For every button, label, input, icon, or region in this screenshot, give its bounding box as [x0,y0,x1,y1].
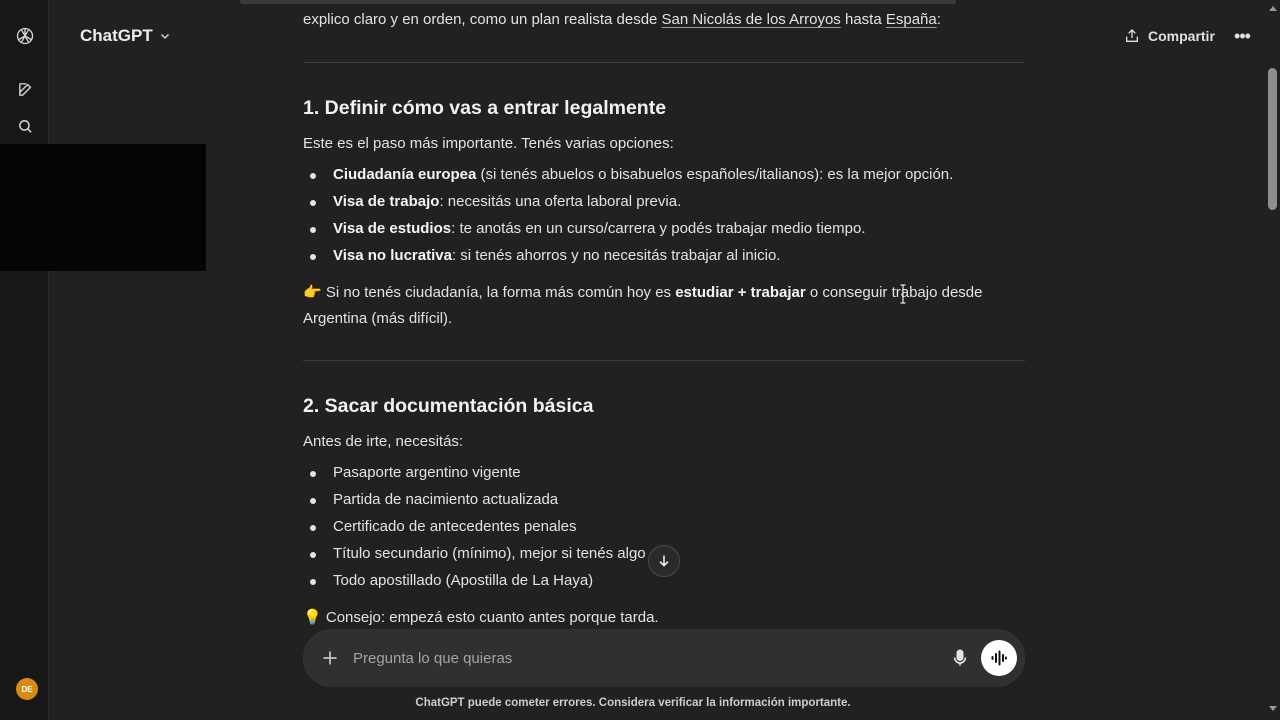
share-button[interactable] [1124,24,1215,48]
option-title: Visa no lucrativa [333,247,452,264]
dictate-button[interactable] [949,647,971,669]
origin-link[interactable]: San Nicolás de los Arroyos [661,11,841,28]
option-title: Visa de estudios [333,220,452,237]
bullet-dot [310,200,316,206]
section-2-tip [303,608,659,626]
app-title: ChatGPT [80,26,153,45]
document-item: Certificado de antecedentes penales [333,518,577,535]
document-item: Título secundario (mínimo), mejor si tenés algo [333,545,646,562]
option-detail: (si tenés abuelos o bisabuelos españoles/italianos): es la mejor opción. [476,166,954,183]
scroll-down-arrow[interactable] [1269,706,1277,711]
section-2-heading: 2. Sacar documentación básica [303,395,594,417]
intro-middle: hasta [840,11,886,28]
plus-icon [322,650,338,666]
text-cursor-icon [900,284,906,304]
section-1-lead: Este es el paso más importante. Tenés varias opciones: [303,135,674,152]
intro-line [303,11,941,28]
composer [303,629,1025,687]
microphone-icon [952,649,968,667]
intro-prefix: explico claro y en orden, como un plan realista desde [303,11,662,28]
prompt-input[interactable] [353,647,913,669]
disclaimer: ChatGPT puede cometer errores. Considera verificar la información importante. [415,697,851,709]
bullet-dot [310,552,316,558]
section-1-note [303,283,983,301]
note-suffix: o conseguir trabajo desde [805,284,983,301]
add-attachment-button[interactable] [319,646,341,670]
chevron-down-icon [159,30,171,42]
top-window-strip [240,0,956,4]
bullet-dot [310,227,316,233]
pointing-hand-icon: 👉 [303,284,322,301]
search-icon[interactable] [12,113,38,139]
webcam-overlay [0,144,206,271]
bullet-dot [310,173,316,179]
arrow-down-icon [656,553,672,569]
option-title: Ciudadanía europea [333,166,477,183]
model-selector[interactable] [80,26,171,46]
user-avatar[interactable]: DE [16,678,38,700]
option-title: Visa de trabajo [333,193,440,210]
bullet-dot [310,525,316,531]
sidebar-rail [0,0,49,720]
scroll-thumb[interactable] [1268,68,1277,210]
scroll-up-arrow[interactable] [1269,6,1277,11]
divider [303,360,1025,361]
bullet-dot [310,498,316,504]
document-item: Partida de nacimiento actualizada [333,491,559,508]
section-2-lead: Antes de irte, necesitás: [303,433,464,450]
document-item: Todo apostillado (Apostilla de La Haya) [333,572,594,589]
voice-wave-icon [990,649,1008,667]
section-1-note-line2: Argentina (más difícil). [303,310,453,327]
scrollbar[interactable] [1266,0,1280,720]
bullet-dot [310,471,316,477]
divider [303,62,1025,63]
note-prefix: Si no tenés ciudadanía, la forma más común hoy es [321,284,676,301]
document-item: Pasaporte argentino vigente [333,464,521,481]
share-label: Compartir [1148,28,1215,44]
tip-text: Consejo: empezá esto cuanto antes porque tarda. [321,609,659,626]
option-detail: : te anotás en un curso/carrera y podés trabajar medio tiempo. [451,220,866,237]
voice-mode-button[interactable] [981,640,1017,676]
new-chat-icon[interactable] [12,76,38,102]
share-icon [1124,28,1140,44]
option-detail: : necesitás una oferta laboral previa. [439,193,682,210]
lightbulb-icon: 💡 [303,609,322,626]
scroll-to-bottom-button[interactable] [648,545,680,577]
destination-link[interactable]: España [885,11,937,28]
openai-logo-icon[interactable] [12,23,38,49]
section-1-heading: 1. Definir cómo vas a entrar legalmente [303,97,667,119]
bullet-dot [310,579,316,585]
note-emphasis: estudiar + trabajar [675,284,806,301]
intro-suffix: : [936,11,941,28]
more-options-icon[interactable]: ••• [1234,25,1250,46]
bullet-dot [310,254,316,260]
option-detail: : si tenés ahorros y no necesitás trabajar al inicio. [451,247,781,264]
